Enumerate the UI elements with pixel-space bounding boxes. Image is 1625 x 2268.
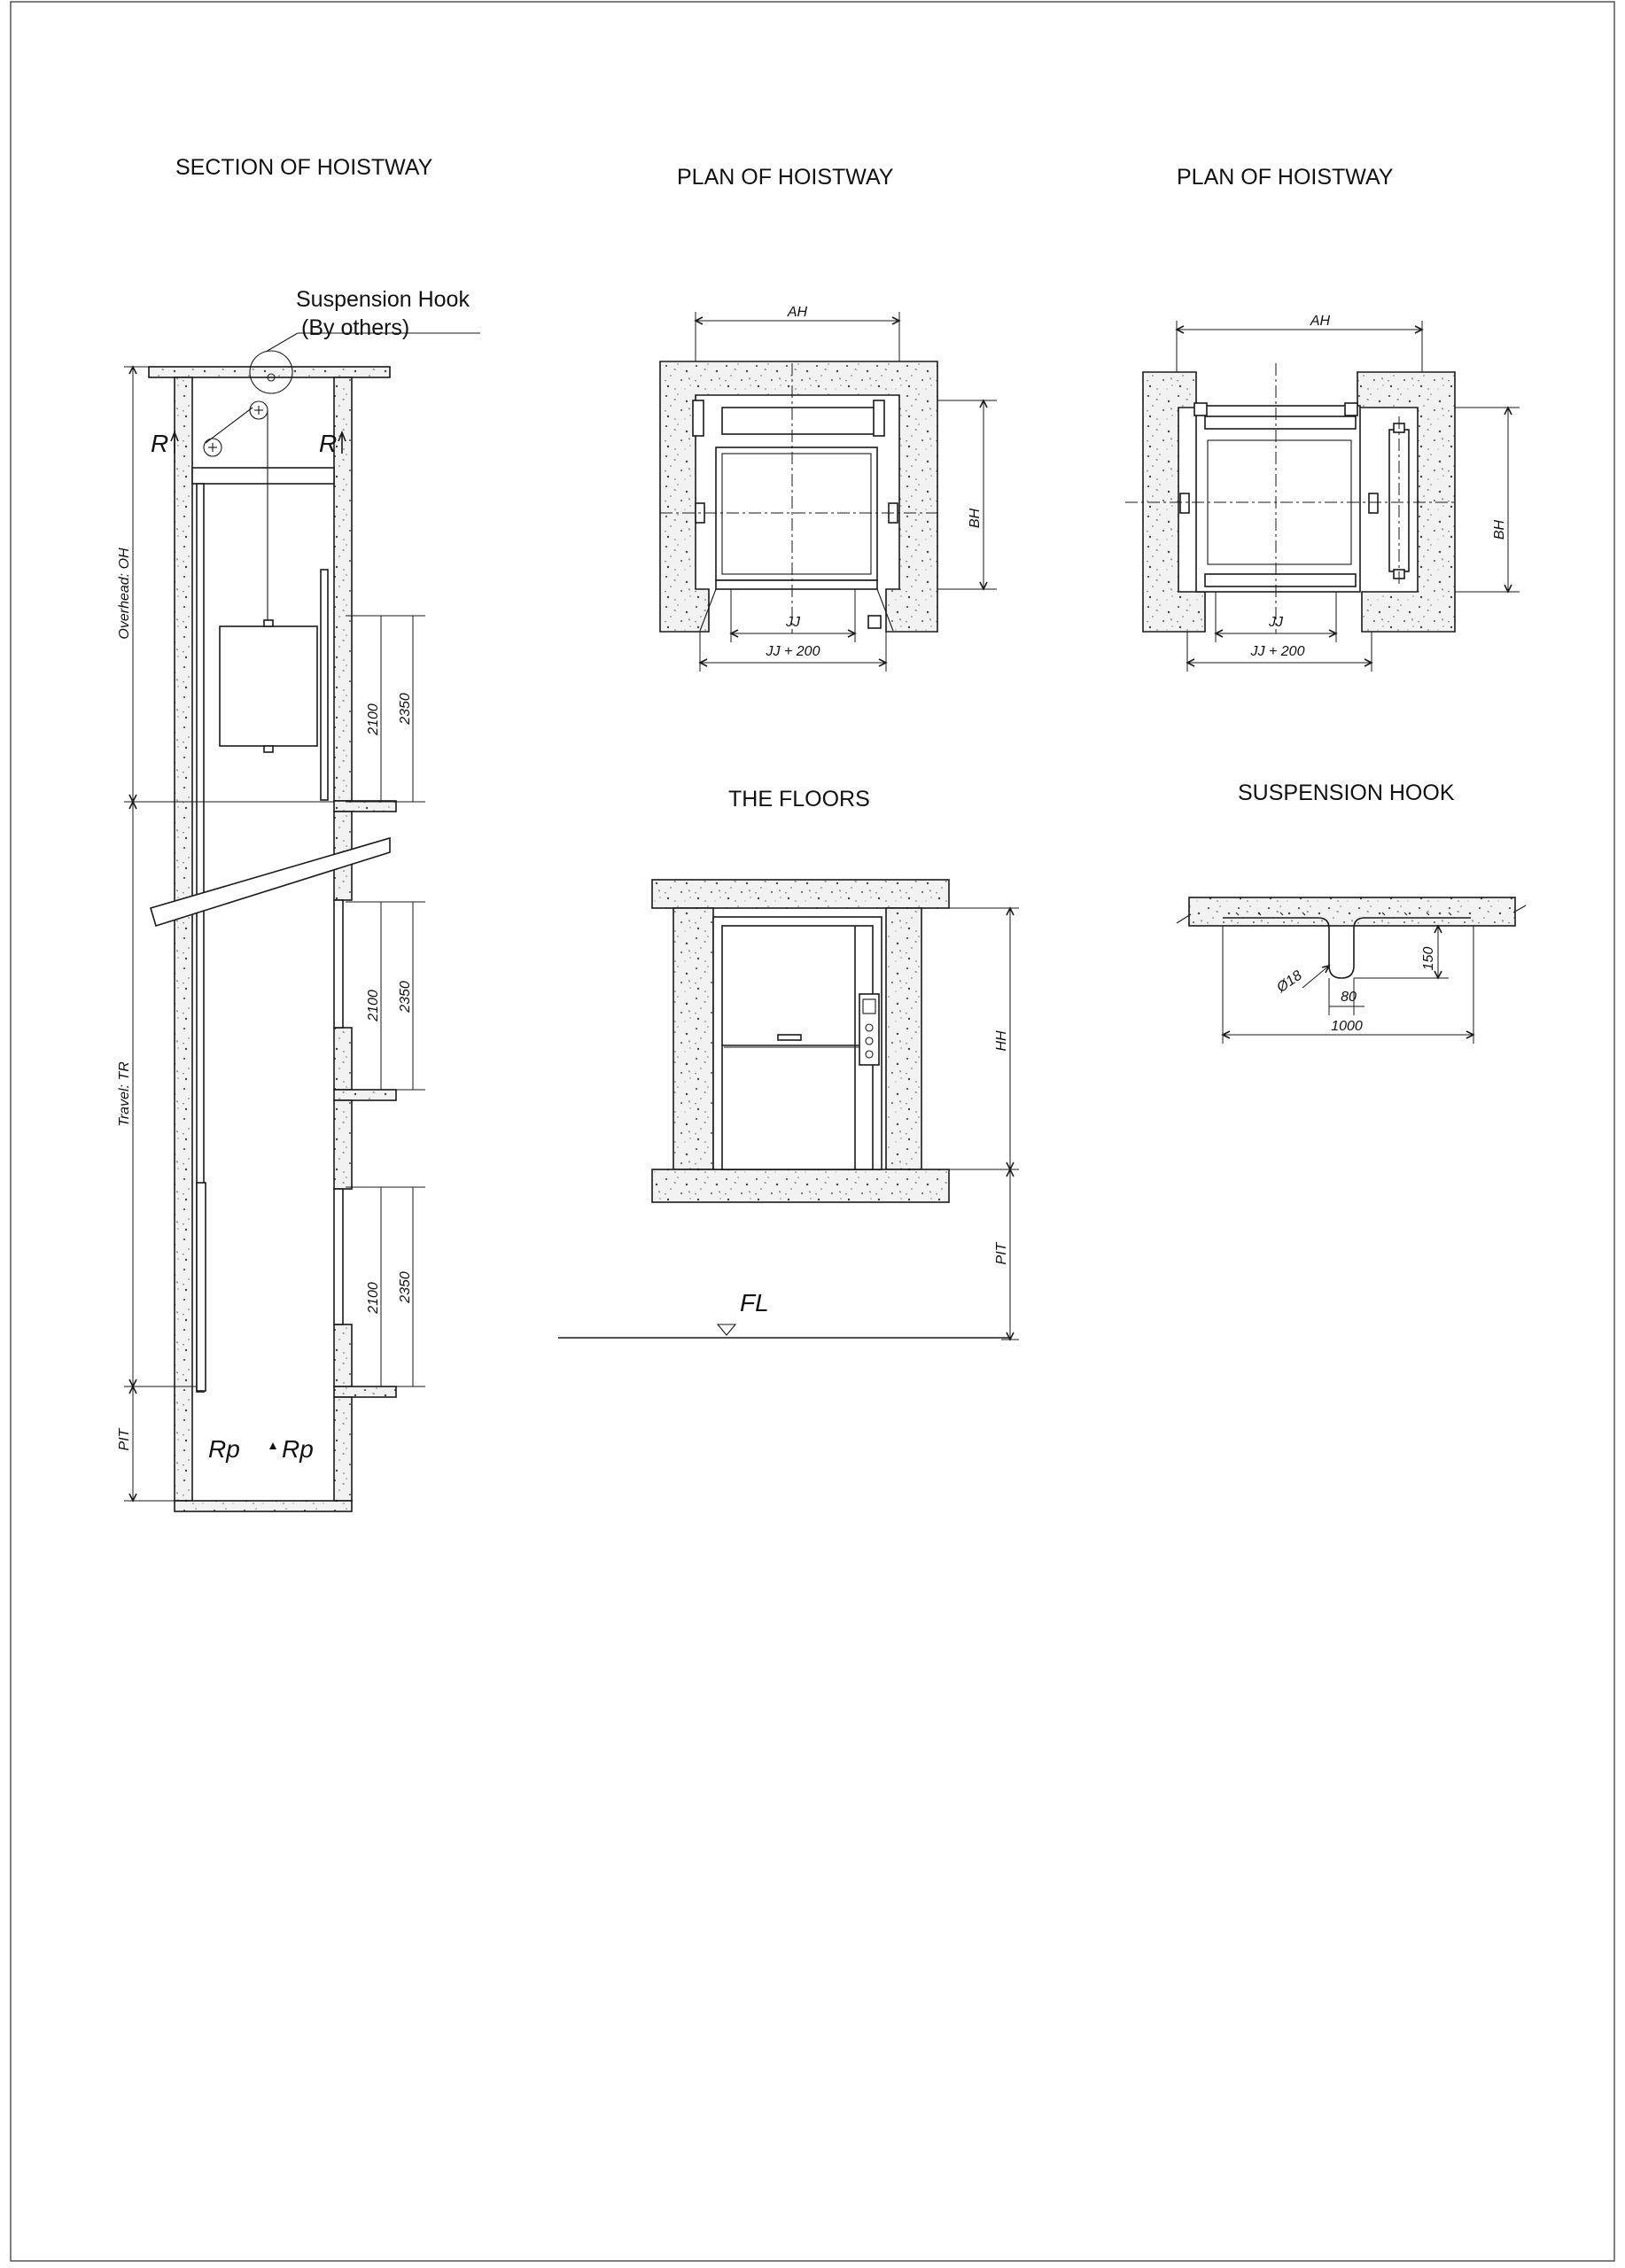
hook-slab: [1189, 897, 1515, 926]
section-of-hoistway: [117, 155, 480, 1511]
car-top-clamp: [264, 620, 273, 626]
floors-top-slab: [652, 880, 949, 908]
suspension-hook-label: Suspension Hook: [296, 287, 470, 312]
guide-shoe-left-r: [1180, 493, 1189, 513]
suspension-hook-note: (By others): [301, 315, 410, 340]
door-height-2: 2100: [366, 990, 381, 1021]
plan-left-bh: BH: [968, 508, 983, 529]
elevator-car: [220, 626, 317, 746]
right-wall-lower: [334, 1397, 352, 1501]
door-handle: [778, 1035, 801, 1040]
right-wall-2: [334, 1028, 352, 1090]
pit-floor: [175, 1501, 352, 1511]
floors-fl: FL: [740, 1289, 769, 1317]
call-panel: [859, 994, 879, 1065]
plan-right-title: PLAN OF HOISTWAY: [1177, 165, 1394, 190]
floors-left-wall: [673, 908, 713, 1169]
door-height-1: 2100: [366, 703, 381, 735]
suspension-hook-detail: [1177, 781, 1526, 1044]
floors-bottom-slab: [652, 1169, 949, 1202]
floor-2-dimensions: [346, 902, 425, 1090]
plan-left-title: PLAN OF HOISTWAY: [677, 165, 894, 190]
roof-slab: [149, 367, 390, 377]
floor-height-1: 2350: [398, 693, 413, 725]
hook-depth: 150: [1421, 946, 1436, 971]
floors-right-wall: [886, 908, 921, 1169]
machine-beam: [192, 468, 334, 484]
plan-of-hoistway-left: [660, 165, 997, 672]
floor-height-3: 2350: [398, 1271, 413, 1303]
floors-pit: PIT: [994, 1242, 1009, 1265]
right-wall-4: [334, 1324, 352, 1386]
floor-height-2: 2350: [398, 981, 413, 1013]
door-sill: [716, 580, 877, 589]
floor-1-dimensions: [346, 616, 425, 802]
plan-right-jj: JJ: [1269, 615, 1283, 630]
hook-length: 1000: [1331, 1019, 1363, 1034]
car-bottom-clamp: [264, 746, 273, 752]
plan-left-ah: AH: [787, 305, 808, 320]
hook-diameter: Ø18: [1274, 967, 1305, 996]
counterweight: [197, 1183, 206, 1391]
plan-right-ah: AH: [1310, 314, 1331, 329]
landing-door-3: [334, 1189, 343, 1324]
car-plan-left: [716, 447, 877, 580]
r-right-label: R: [319, 430, 338, 457]
guide-shoe-right-r: [1369, 493, 1378, 513]
left-wall: [175, 377, 192, 1501]
landing-door-1: [321, 570, 328, 800]
plan-right-jj200: JJ + 200: [1250, 644, 1305, 659]
floors-hh: HH: [994, 1030, 1009, 1052]
travel-label: Travel: TR: [117, 1061, 132, 1127]
floor-3-dimensions: [346, 1187, 425, 1386]
plan-right-bh: BH: [1492, 519, 1507, 540]
right-wall-3: [334, 1100, 352, 1189]
rope-top: [206, 408, 253, 443]
hook-title: SUSPENSION HOOK: [1238, 781, 1455, 805]
plan-left-jj200: JJ + 200: [766, 644, 820, 659]
section-title: SECTION OF HOISTWAY: [175, 155, 433, 180]
rp-left-label: Rp: [208, 1435, 240, 1463]
floor-slab-3: [334, 1386, 396, 1397]
floors-title: THE FLOORS: [728, 787, 870, 812]
overhead-label: Overhead: OH: [117, 548, 132, 640]
door-operator: [722, 408, 877, 434]
plan-of-hoistway-right: [1125, 165, 1520, 672]
landing-door-2: [334, 900, 343, 1028]
plan-left-jj: JJ: [786, 615, 800, 630]
the-floors: [558, 787, 1019, 1340]
rp-right-label: Rp: [282, 1435, 314, 1463]
r-left-label: R: [151, 430, 169, 457]
pit-label: PIT: [117, 1428, 132, 1451]
door-height-3: 2100: [366, 1282, 381, 1314]
floor-slab-1: [334, 801, 396, 812]
floor-slab-2: [334, 1090, 396, 1100]
hook-width: 80: [1341, 990, 1357, 1005]
